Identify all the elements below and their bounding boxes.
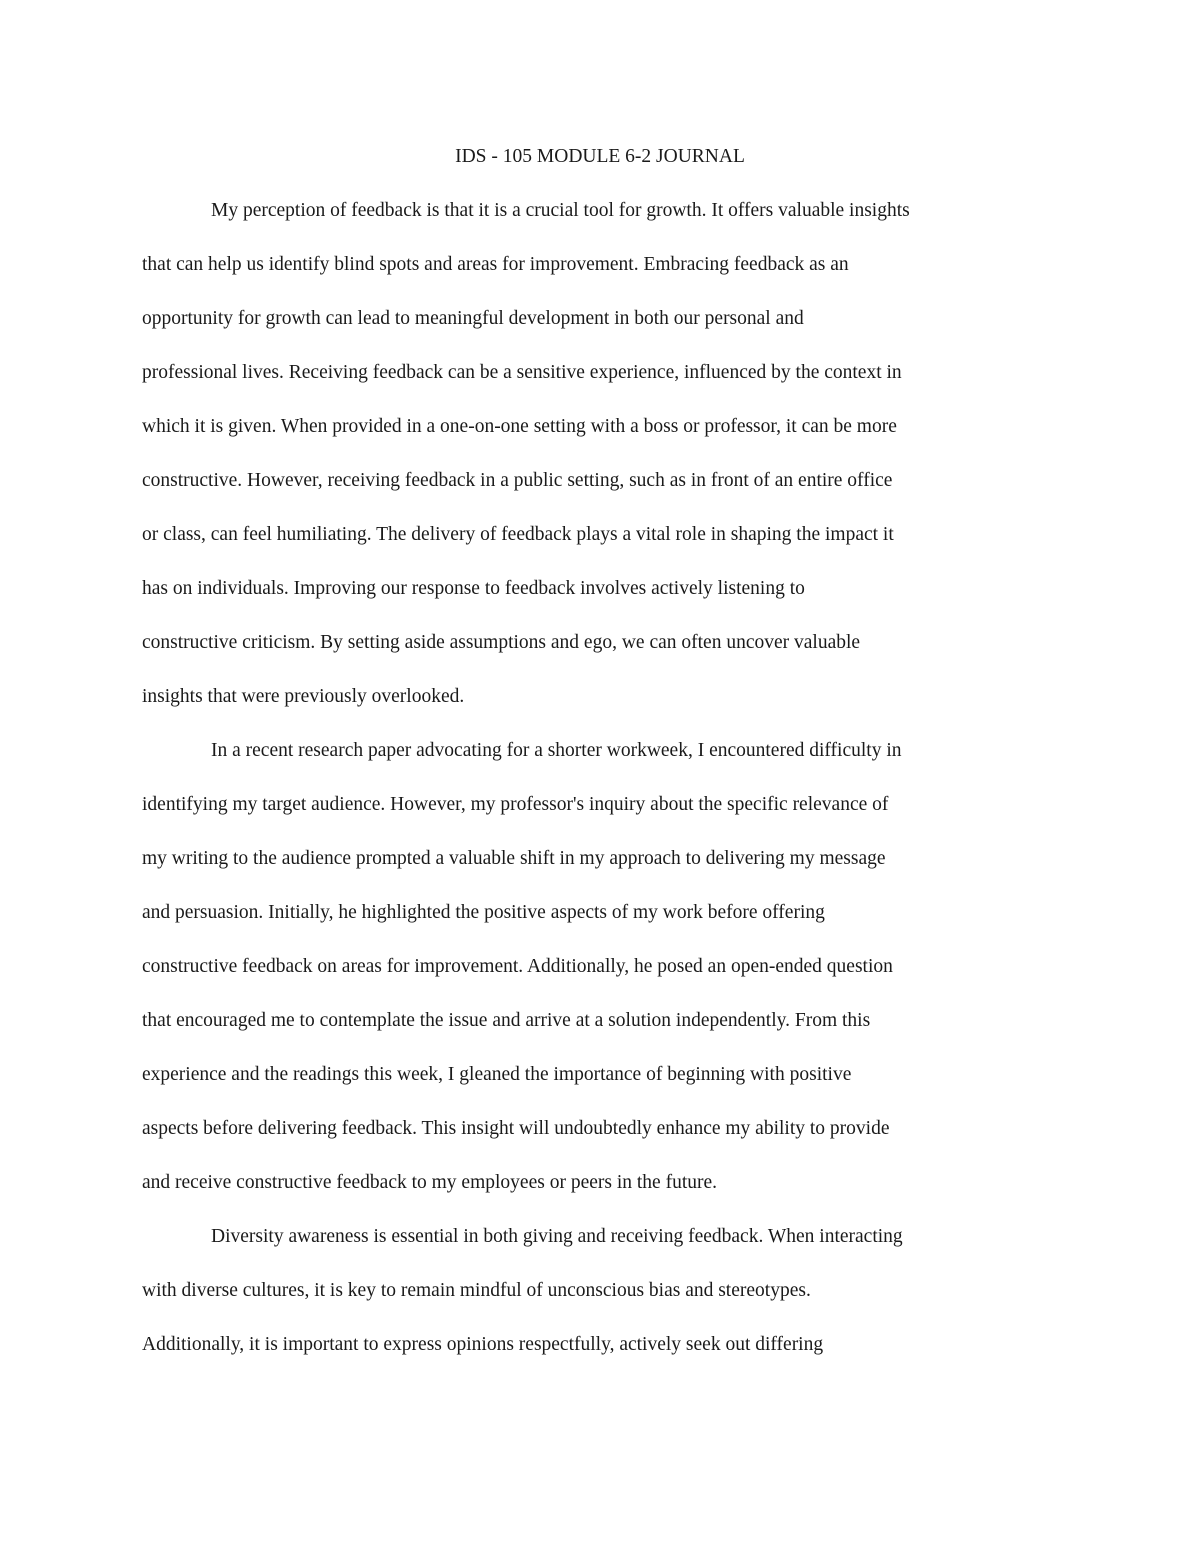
paragraph-1-line-3: opportunity for growth can lead to meaningful development in both our personal and — [142, 308, 804, 329]
paragraph-2-line-8: aspects before delivering feedback. This insight will undoubtedly enhance my ability to provide — [142, 1118, 890, 1139]
paragraph-1-line-4: professional lives. Receiving feedback can be a sensitive experience, influenced by the context in — [142, 362, 902, 383]
paragraph-3-line-1: Diversity awareness is essential in both giving and receiving feedback. When interacting — [211, 1226, 903, 1247]
paragraph-1-line-1: My perception of feedback is that it is a crucial tool for growth. It offers valuable insights — [211, 200, 910, 221]
paragraph-3-line-3: Additionally, it is important to express opinions respectfully, actively seek out differing — [142, 1334, 824, 1355]
paragraph-1-line-5: which it is given. When provided in a one-on-one setting with a boss or professor, it can be more — [142, 416, 897, 437]
paragraph-2-line-1: In a recent research paper advocating for a shorter workweek, I encountered difficulty in — [211, 740, 902, 761]
paragraph-2-line-4: and persuasion. Initially, he highlighted the positive aspects of my work before offering — [142, 902, 825, 923]
paragraph-2-line-9: and receive constructive feedback to my employees or peers in the future. — [142, 1172, 718, 1193]
paragraph-1-line-6: constructive. However, receiving feedback in a public setting, such as in front of an entire office — [142, 470, 893, 491]
paragraph-2-line-7: experience and the readings this week, I gleaned the importance of beginning with positive — [142, 1064, 852, 1085]
paragraph-2-line-2: identifying my target audience. However, my professor's inquiry about the specific relevance of — [142, 794, 889, 815]
paragraph-1-line-2: that can help us identify blind spots and areas for improvement. Embracing feedback as an — [142, 254, 849, 275]
paragraph-2-line-3: my writing to the audience prompted a valuable shift in my approach to delivering my message — [142, 848, 886, 869]
paragraph-1-line-8: has on individuals. Improving our response to feedback involves actively listening to — [142, 578, 805, 599]
paragraph-2-line-6: that encouraged me to contemplate the issue and arrive at a solution independently. From this — [142, 1010, 871, 1031]
paragraph-1-line-7: or class, can feel humiliating. The delivery of feedback plays a vital role in shaping the impact it — [142, 524, 894, 545]
paragraph-1-line-10: insights that were previously overlooked. — [142, 686, 465, 707]
paragraph-1-line-9: constructive criticism. By setting aside assumptions and ego, we can often uncover valuable — [142, 632, 861, 653]
paragraph-3-line-2: with diverse cultures, it is key to remain mindful of unconscious bias and stereotypes. — [142, 1280, 811, 1301]
document-title: IDS - 105 MODULE 6-2 JOURNAL — [455, 146, 745, 167]
paragraph-2-line-5: constructive feedback on areas for improvement. Additionally, he posed an open-ended question — [142, 956, 893, 977]
